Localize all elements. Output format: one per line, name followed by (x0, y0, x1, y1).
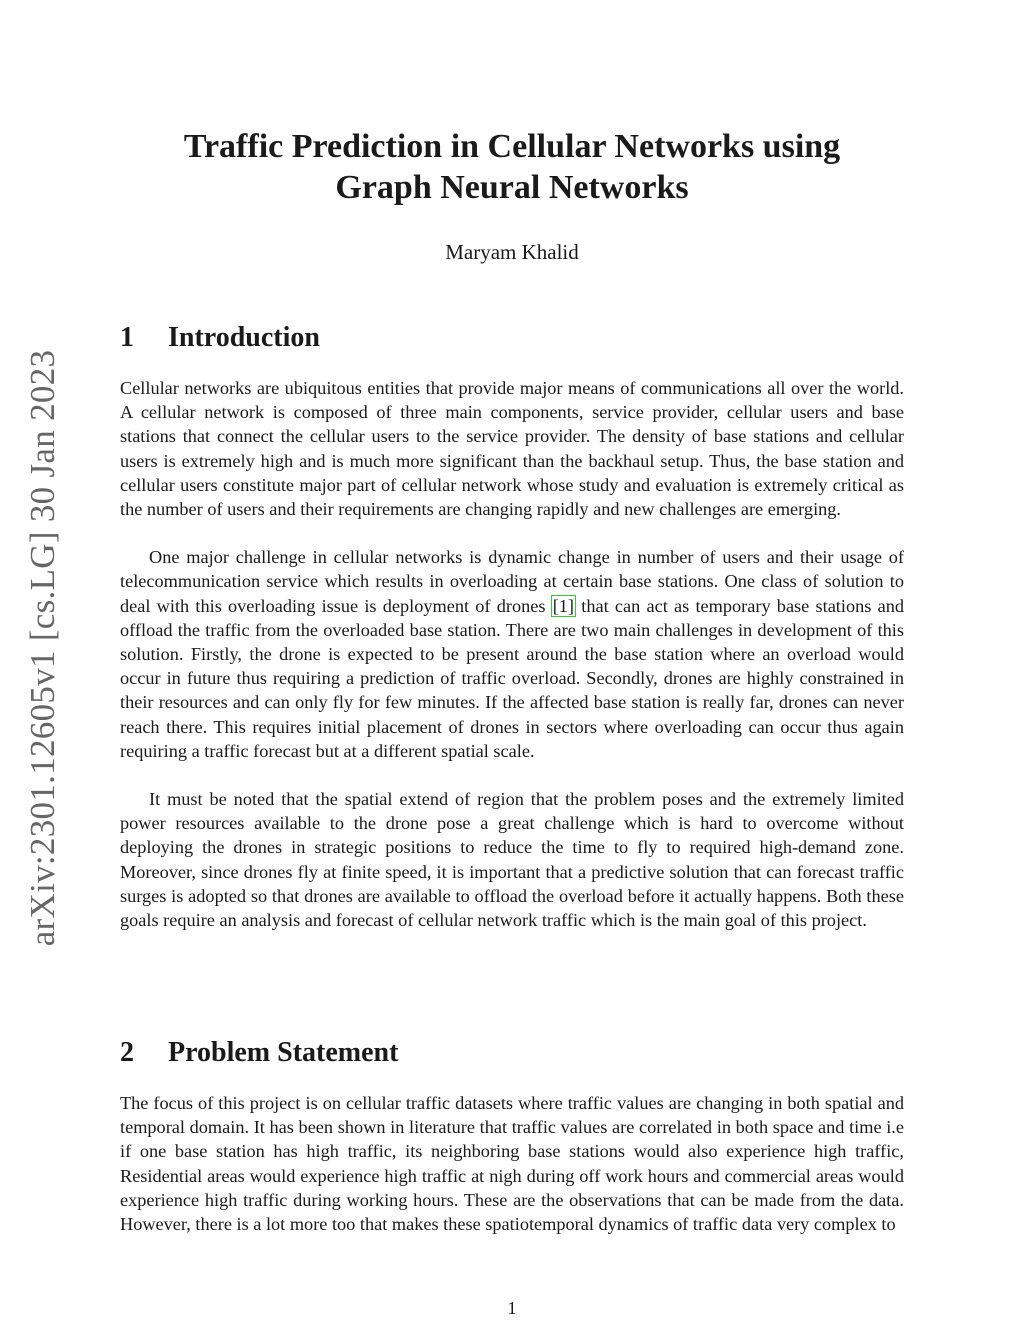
section-title: Problem Statement (168, 1037, 399, 1068)
section-number: 1 (120, 322, 134, 353)
paper-title (120, 126, 904, 208)
page-number: 1 (507, 1298, 517, 1318)
paragraph-text: One major challenge in cellular networks is dynamic change in number of users and their usage of telecommunication service which results in overloading at certain base stations. One class of solution to deal with this overloading issue is deployment of drones (120, 547, 904, 616)
problem-statement-body (120, 1091, 904, 1260)
author-name: Maryam Khalid (445, 240, 579, 264)
section-number: 2 (120, 1037, 134, 1068)
section-heading-introduction (120, 322, 320, 354)
paragraph (120, 545, 904, 763)
paragraph: The focus of this project is on cellular traffic datasets where traffic values are changing in both spatial and temporal domain. It has been shown in literature that traffic values are correlated in both space and time i.e if one base station has high traffic, its neighboring base stations would also experience high traffic, Residential areas would experience high traffic at nigh during off work hours and commercial areas would experience high traffic during working hours. These are the observations that can be made from the data. However, there is a lot more too that makes these spatiotemporal dynamics of traffic data very complex to (120, 1093, 904, 1235)
citation-link[interactable]: [1] (552, 595, 575, 616)
section-heading-problem-statement (120, 1037, 398, 1069)
arxiv-identifier-stamp: arXiv:2301.12605v1 [cs.LG] 30 Jan 2023 (23, 349, 62, 947)
title-line-1: Traffic Prediction in Cellular Networks using (183, 128, 841, 165)
paragraph: It must be noted that the spatial extend of region that the problem poses and the extremely limited power resources available to the drone pose a great challenge which is hard to overcome without deploying the drones in strategic positions to reduce the time to fly to required high-demand zone. Moreover, since drones fly at finite speed, it is important that a predictive solution that can forecast traffic surges is adopted so that drones are available to offload the overload before it actually happens. Both these goals require an analysis and forecast of cellular network traffic which is the main goal of this project. (120, 789, 904, 931)
paragraph: Cellular networks are ubiquitous entities that provide major means of communications all over the world. A cellular network is composed of three main components, service provider, cellular users and base stations that connect the cellular users to the service provider. The density of base stations and cellular users is extremely high and is much more significant than the backhaul setup. Thus, the base station and cellular users constitute major part of cellular network whose study and evaluation is extremely critical as the number of users and their requirements are changing rapidly and new challenges are emerging. (120, 378, 904, 520)
section-title: Introduction (168, 322, 320, 353)
title-line-2: Graph Neural Networks (335, 169, 689, 206)
introduction-body (120, 376, 904, 956)
paragraph-text: that can act as temporary base stations and offload the traffic from the overloaded base station. There are two main challenges in development of this solution. Firstly, the drone is expected to be present around the base station where an overload would occur in future thus requiring a prediction of traffic overload. Secondly, drones are highly constrained in their resources and can only fly for few minutes. If the affected base station is really far, drones can never reach there. This requires initial placement of drones in sectors where overloading can occur thus again requiring a traffic forecast but at a different spatial scale. (120, 595, 904, 761)
